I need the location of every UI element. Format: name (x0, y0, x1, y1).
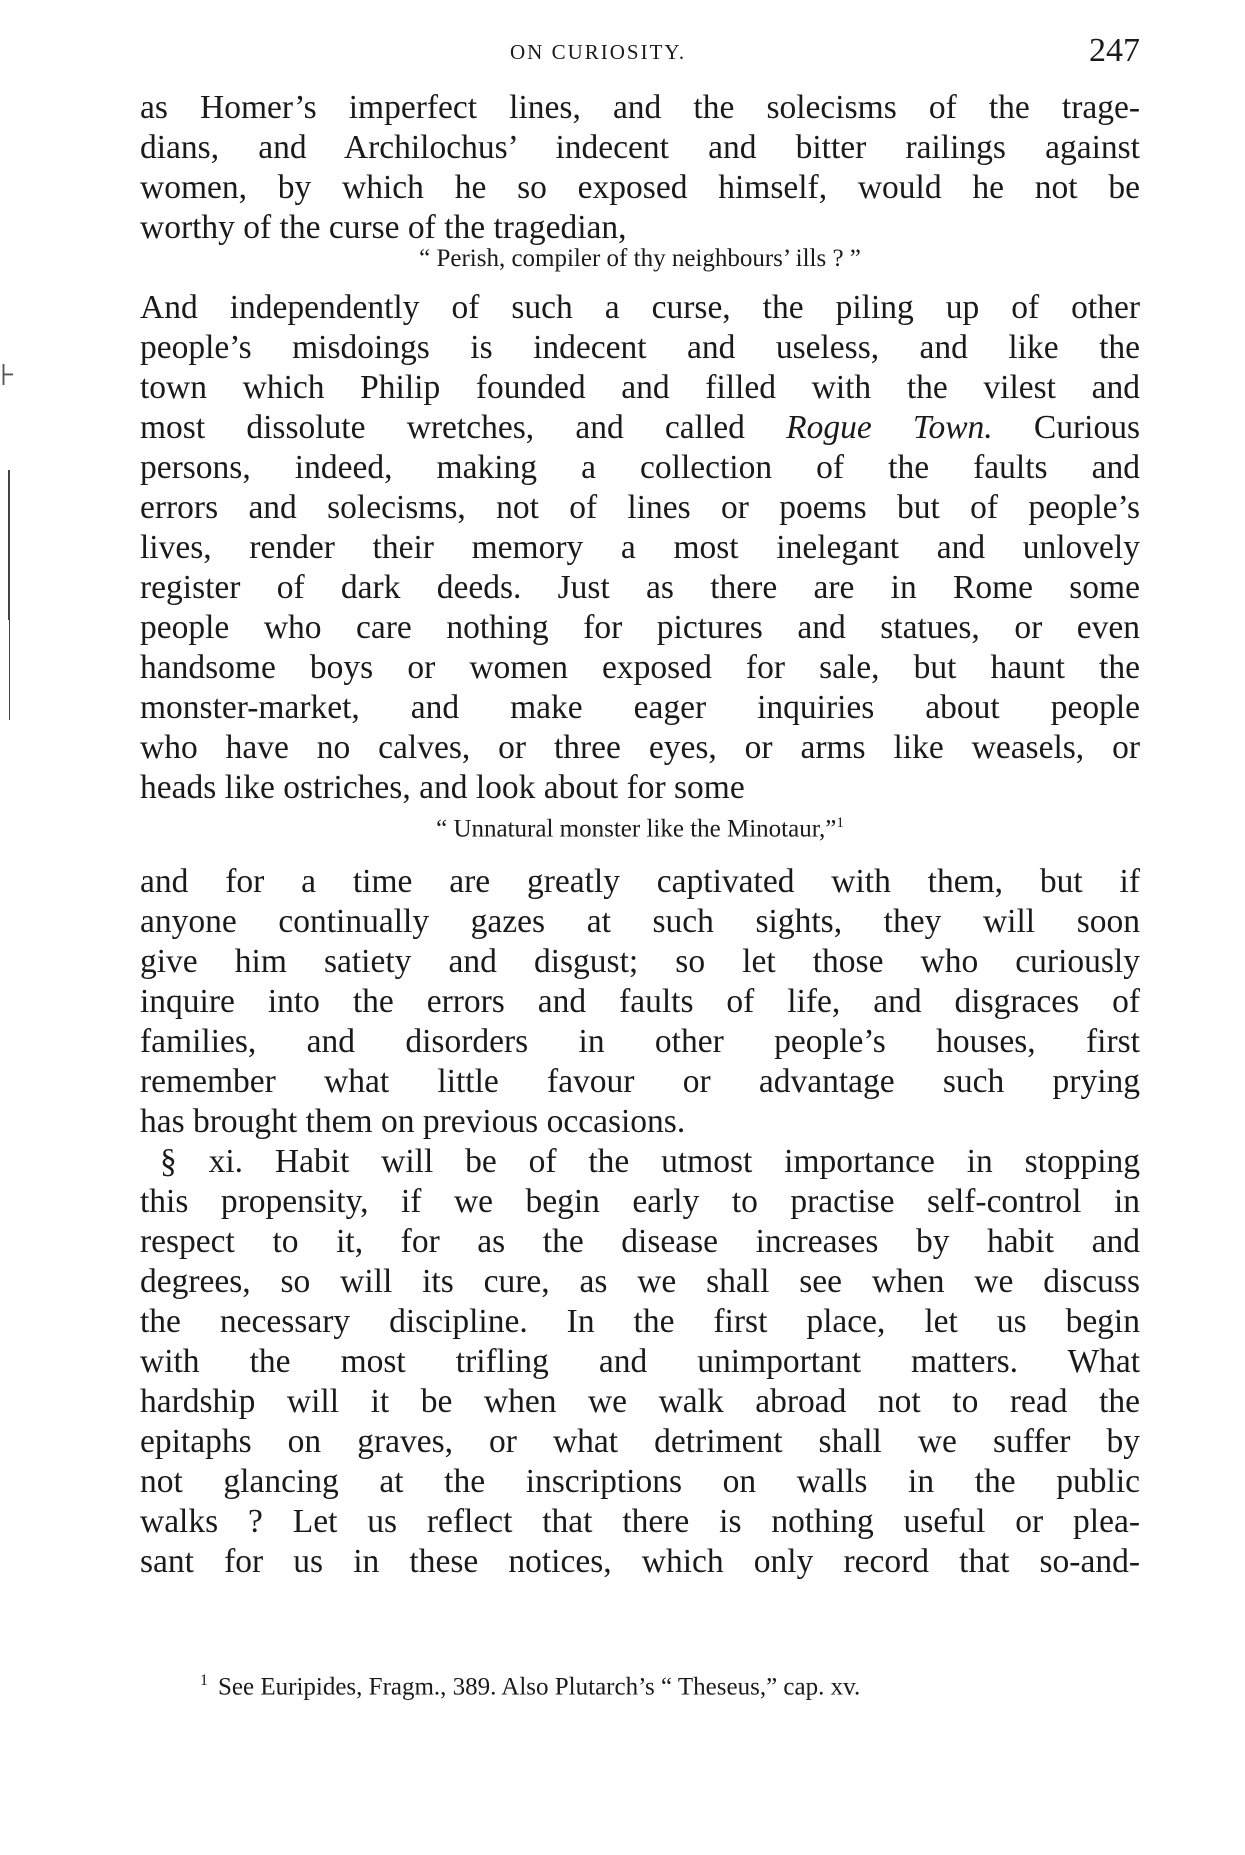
verse-quote-2 (140, 815, 1140, 843)
text-line: women, by which he so exposed himself, would he not be (140, 169, 1140, 206)
text-line: epitaphs on graves, or what detriment shall we suffer by (140, 1423, 1140, 1460)
quote-text: “ Unnatural monster like the Minotaur,” (436, 815, 837, 843)
text-line: and for a time are greatly captivated with them, but if (140, 863, 1140, 900)
text-line: people who care nothing for pictures and statues, or even (140, 609, 1140, 646)
text-line: as Homer’s imperfect lines, and the solecisms of the trage- (140, 89, 1140, 126)
text-line: worthy of the curse of the tragedian, (140, 209, 627, 246)
text-line-with-italic (140, 408, 1140, 448)
text-line: who have no calves, or three eyes, or arms like weasels, or (140, 729, 1140, 766)
text-line: lives, render their memory a most inelegant and unlovely (140, 529, 1140, 566)
text-line: not glancing at the inscriptions on walls in the public (140, 1463, 1140, 1500)
footnote-text: See Euripides, Fragm., 389. Also Plutarch’s “ Theseus,” cap. xv. (218, 1673, 861, 1701)
text-line: families, and disorders in other people’s houses, first (140, 1023, 1140, 1060)
text-line: errors and solecisms, not of lines or poems but of people’s (140, 489, 1140, 526)
paragraph-4-continued (140, 1182, 1140, 1582)
italic-place-name: Rogue Town. (786, 409, 993, 446)
text-line: town which Philip founded and filled with the vilest and (140, 369, 1140, 406)
text-line: inquire into the errors and faults of life, and disgraces of (140, 983, 1140, 1020)
text-line: register of dark deeds. Just as there are in Rome some (140, 569, 1140, 606)
page-number: 247 (1089, 32, 1140, 69)
verse-quote-1: “ Perish, compiler of thy neighbours’ ills ? ” (419, 245, 861, 272)
text-line: persons, indeed, making a collection of the faults and (140, 449, 1140, 486)
text-line: dians, and Archilochus’ indecent and bitter railings against (140, 129, 1140, 166)
paragraph-4-section-xi (160, 1142, 1140, 1182)
text-line: this propensity, if we begin early to practise self-control in (140, 1183, 1140, 1220)
text-line: has brought them on previous occasions. (140, 1103, 686, 1140)
text-line: degrees, so will its cure, as we shall see when we discuss (140, 1263, 1140, 1300)
text-line: remember what little favour or advantage such prying (140, 1063, 1140, 1100)
paragraph-2 (140, 288, 1140, 808)
text-line: heads like ostriches, and look about for some (140, 769, 745, 806)
margin-tick-mark: ⊦ (0, 359, 16, 392)
text-line: hardship will it be when we walk abroad not to read the (140, 1383, 1140, 1420)
text-line: monster-market, and make eager inquiries about people (140, 689, 1140, 726)
text-line: with the most trifling and unimportant matters. What (140, 1343, 1140, 1380)
margin-line-mark (9, 620, 10, 720)
text-line: give him satiety and disgust; so let those who curiously (140, 943, 1140, 980)
text-line: § xi. Habit will be of the utmost importance in stopping (160, 1143, 1140, 1180)
footnote-reference: 1 (836, 815, 844, 831)
text-fragment: Curious (992, 409, 1140, 446)
text-line: sant for us in these notices, which only record that so-and- (140, 1543, 1140, 1580)
running-title: ON CURIOSITY. (510, 40, 687, 64)
running-head (140, 32, 1140, 82)
footnote-mark: 1 (200, 1672, 208, 1689)
text-line: respect to it, for as the disease increases by habit and (140, 1223, 1140, 1260)
paragraph-3 (140, 862, 1140, 1142)
text-line: the necessary discipline. In the first place, let us begin (140, 1303, 1140, 1340)
text-line: anyone continually gazes at such sights, they will soon (140, 903, 1140, 940)
text-line: handsome boys or women exposed for sale, but haunt the (140, 649, 1140, 686)
text-line: And independently of such a curse, the piling up of other (140, 289, 1140, 326)
text-line: walks ? Let us reflect that there is nothing useful or plea- (140, 1503, 1140, 1540)
paragraph-1 (140, 88, 1140, 248)
text-fragment: most dissolute wretches, and called (140, 409, 787, 446)
text-line: people’s misdoings is indecent and useless, and like the (140, 329, 1140, 366)
footnote (200, 1672, 860, 1701)
margin-line-mark (8, 470, 10, 620)
